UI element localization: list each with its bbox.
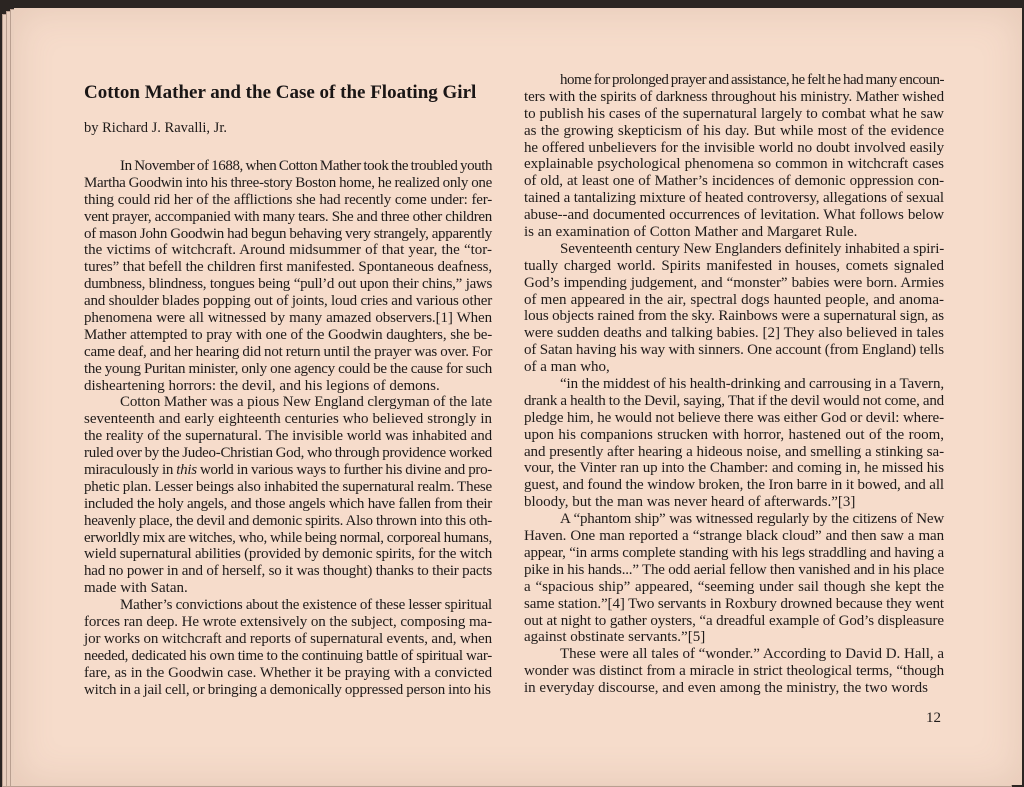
paragraph xyxy=(524,241,944,376)
text-line: the victims of witchcraft. Around midsummer of that year, the “tor- xyxy=(84,242,492,259)
text-line: the reality of the supernatural. The invisible world was inhabited and xyxy=(84,428,492,445)
text-line: upon his companions strucken with horror, hastened out of the room, xyxy=(524,426,944,443)
text-line: had no power in and of herself, so it was thought) thanks to their pacts xyxy=(84,563,492,580)
text-line: In November of 1688, when Cotton Mather took the troubled youth xyxy=(120,158,493,174)
text-line: phenomena were all witnessed by many amazed observers.[1] When xyxy=(84,310,492,327)
text-segment: miraculously in xyxy=(84,462,177,479)
text-segment: world in various ways to further his divine and pro- xyxy=(196,462,492,479)
text-line: of mason John Goodwin had begun behaving very strangely, apparently xyxy=(84,225,492,242)
text-line: jor works on witchcraft and reports of supernatural events, and, when xyxy=(84,630,492,647)
text-line: and presently after hearing a hideous noise, and smelling a stinking sa- xyxy=(524,443,944,460)
paragraph xyxy=(84,158,492,394)
article-byline: by Richard J. Ravalli, Jr. xyxy=(84,120,227,136)
paragraph xyxy=(524,72,944,241)
article-title: Cotton Mather and the Case of the Floating Girl xyxy=(84,82,477,103)
text-line: wield supernatural abilities (provided by demonic spirits, for the witch xyxy=(84,546,492,563)
text-line: same station.”[4] Two servants in Roxbury drowned because they went xyxy=(524,595,944,612)
document-page xyxy=(14,8,1022,785)
text-line: were sudden deaths and talking babies. [2] They also believed in tales xyxy=(524,325,944,342)
text-line: God’s impending judgement, and “monster” babies were born. Armies xyxy=(524,274,944,291)
text-line: came deaf, and her hearing did not return until the prayer was over. For xyxy=(84,343,493,360)
emphasis-text: this xyxy=(176,462,197,479)
text-line: lous objects rained from the sky. Rainbows were a supernatural sign, as xyxy=(524,308,944,325)
text-line: the young Puritan minister, only one agency could be the cause for such xyxy=(84,360,492,377)
text-line: home for prolonged prayer and assistance, he felt he had many encoun- xyxy=(560,72,944,88)
text-line: disheartening horrors: the devil, and his legions of demons. xyxy=(84,377,440,394)
text-line: explainable psychological phenomena so common in witchcraft cases xyxy=(524,156,944,173)
text-line: tained a tantalizing mixture of heated controversy, allegations of sexual xyxy=(524,190,944,207)
text-line: made with Satan. xyxy=(84,580,188,597)
text-line: of men appeared in the air, spectral dogs haunted people, and anoma- xyxy=(524,291,944,308)
paragraph xyxy=(84,597,492,698)
text-line: seventeenth and early eighteenth centuries who believed strongly in xyxy=(84,411,492,428)
text-line: drank a health to the Devil, saying, That if the devil would not come, and xyxy=(524,392,944,409)
paragraph xyxy=(84,394,492,597)
text-line: ruled over by the Judeo-Christian God, who through providence worked xyxy=(84,445,492,462)
text-line: to publish his cases of the supernatural largely to combat what he saw xyxy=(524,105,944,122)
text-line: phetic plan. Lesser beings also inhabited the supernatural realm. These xyxy=(84,478,492,495)
text-line: thing could rid her of the afflictions she had recently come under: fer- xyxy=(84,191,492,208)
text-line: bloody, but the man was never heard of afterwards.”[3] xyxy=(524,494,856,511)
text-line: pike in his hands...” The odd aerial fellow then vanished and in his place xyxy=(524,561,944,578)
page-number: 12 xyxy=(926,710,941,726)
text-line: Seventeenth century New Englanders definitely inhabited a spiri- xyxy=(560,240,945,257)
text-line: Martha Goodwin into his three-story Boston home, he realized only one xyxy=(84,174,492,191)
text-line: tually charged world. Spirits manifested in houses, comets signaled xyxy=(524,257,944,274)
text-line: of old, at least one of Mather’s incidences of demonic oppression con- xyxy=(524,173,944,190)
text-line: wonder was distinct from a miracle in strict theological terms, “though xyxy=(524,663,944,680)
text-line: a “spacious ship” appeared, “seeming under sail though she kept the xyxy=(524,578,944,595)
text-line xyxy=(84,462,492,479)
text-line: These were all tales of “wonder.” According to David D. Hall, a xyxy=(560,646,945,663)
text-line: forces ran deep. He wrote extensively on the subject, composing ma- xyxy=(84,614,492,631)
text-line: needed, dedicated his own time to the continuing battle of spiritual war- xyxy=(84,647,492,664)
left-column xyxy=(84,158,492,699)
text-line: out at night to gather oysters, “a dreadful example of God’s displeasure xyxy=(524,612,944,629)
text-line: of a man who, xyxy=(524,359,610,376)
text-line: erworldly mix are witches, who, while being normal, corporeal humans, xyxy=(84,529,492,546)
text-line: vent prayer, accompanied with many tears. She and three other children xyxy=(84,208,492,225)
right-column xyxy=(524,72,944,697)
text-line: is an examination of Cotton Mather and Margaret Rule. xyxy=(524,224,858,241)
text-line: against obstinate servants.”[5] xyxy=(524,629,706,646)
paragraph xyxy=(524,511,944,646)
text-line: dumbness, blindness, tongues being “pull’d out upon their chins,” jaws xyxy=(84,276,492,293)
text-line: “in the middest of his health-drinking and carrousing in a Tavern, xyxy=(560,376,944,393)
text-line: and shoulder blades popping out of joints, loud cries and various other xyxy=(84,293,492,310)
text-line: Haven. One man reported a “strange black cloud” and then saw a man xyxy=(524,528,944,545)
text-line: ters with the spirits of darkness throughout his ministry. Mather wished xyxy=(524,88,944,105)
text-line: guest, and found the window broken, the Iron barre in it bowed, and all xyxy=(524,477,944,494)
text-line: appear, “in arms complete standing with his legs straddling and having a xyxy=(524,544,944,561)
paragraph xyxy=(524,646,944,697)
text-line: A “phantom ship” was witnessed regularly by the citizens of New xyxy=(560,511,944,528)
text-line: included the holy angels, and those angels which have fallen from their xyxy=(84,495,492,512)
text-line: as the growing skepticism of his day. But while most of the evidence xyxy=(524,122,944,139)
text-line: witch in a jail cell, or bringing a demonically oppressed person into his xyxy=(84,681,491,698)
text-line: Mather attempted to pray with one of the Goodwin daughters, she be- xyxy=(84,326,492,343)
text-line: tures” that befell the children first manifested. Spontaneous deafness, xyxy=(84,259,492,276)
text-line: in everyday discourse, and even among the ministry, the two words xyxy=(524,680,928,697)
text-line: of Satan having his way with sinners. One account (from England) tells xyxy=(524,342,944,359)
text-line: vour, the Vinter ran up into the Chamber: and coming in, he missed his xyxy=(524,460,944,477)
text-line: Mather’s convictions about the existence of these lesser spiritual xyxy=(120,597,492,614)
text-line: Cotton Mather was a pious New England clergyman of the late xyxy=(120,394,492,411)
text-line: pledge him, he would not believe there was either God or devil: where- xyxy=(524,409,944,426)
text-line: fare, as in the Goodwin case. Whether it be praying with a convicted xyxy=(84,664,492,681)
text-line: he offered unbelievers for the invisible world no doubt involved easily xyxy=(524,139,944,156)
text-line: abuse--and documented occurrences of levitation. What follows below xyxy=(524,207,944,224)
paragraph xyxy=(524,376,944,511)
text-line: heavenly place, the devil and demonic spirits. Also thrown into this oth- xyxy=(84,512,492,529)
